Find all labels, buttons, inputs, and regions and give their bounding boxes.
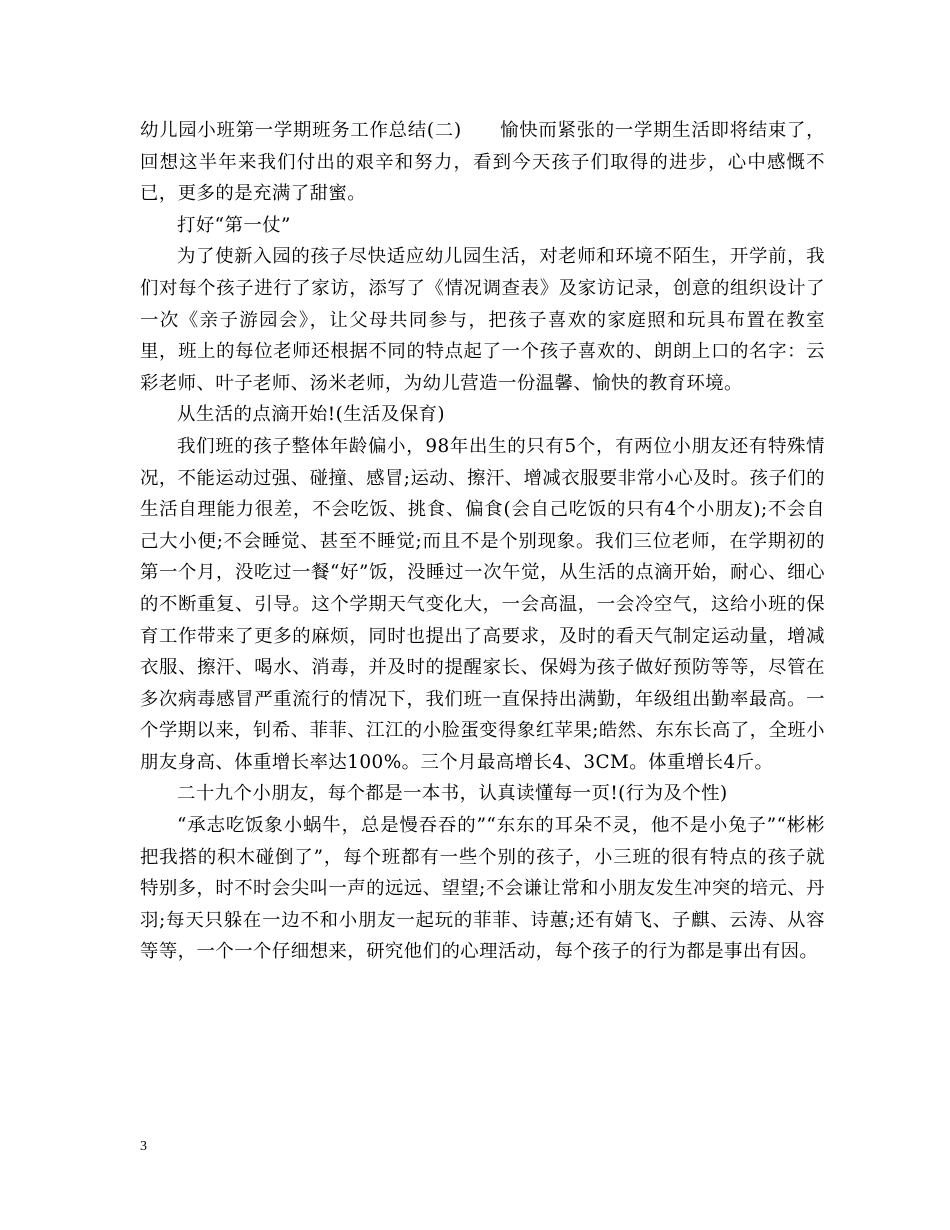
paragraph-preparation: 为了使新入园的孩子尽快适应幼儿园生活，对老师和环境不陌生，开学前，我们对每个孩子进行了家访，添写了《情况调查表》及家访记录，创意的组织设计了一次《亲子游园会》，让父母共同参与，把孩子喜欢的家庭照和玩具布置在教室里，班上的每位老师还根据不同的特点起了一个孩子喜欢的、朗朗上口的名字：云彩老师、叶子老师、汤米老师，为幼儿营造一份温馨、愉快的教育环境。 [140,246,825,394]
section-heading-daily-life: 从生活的点滴开始!(生活及保育) [177,404,446,426]
section-heading-first-battle: 打好“第一仗” [177,214,291,236]
paragraph-behavior: “承志吃饭象小蜗牛，总是慢吞吞的”“东东的耳朵不灵，他不是小兔子”“彬彬把我搭的积木碰倒了”，每个班都有一些个别的孩子，小三班的很有特点的孩子就特别多，时不时会尖叫一声的远远、望望;不会谦让常和小朋友发生冲突的培元、丹羽;每天只躲在一边不和小朋友一起玩的菲菲、诗蕙;还有婧飞、子麒、云涛、从容等等，一个一个仔细想来，研究他们的心理活动，每个孩子的行为都是事出有因。 [140,815,825,963]
section-heading-behavior: 二十九个小朋友，每个都是一本书，认真读懂每一页!(行为及个性) [177,783,728,805]
paragraph-life-care: 我们班的孩子整体年龄偏小，98年出生的只有5个，有两位小朋友还有特殊情况，不能运动过强、碰撞、感冒;运动、擦汗、增减衣服要非常小心及时。孩子们的生活自理能力很差，不会吃饭、挑食、偏食(会自己吃饭的只有4个小朋友);不会自己大小便;不会睡觉、甚至不睡觉;而且不是个别现象。我们三位老师，在学期初的第一个月，没吃过一餐“好”饭，没睡过一次午觉，从生活的点滴开始，耐心、细心的不断重复、引导。这个学期天气变化大，一会高温，一会冷空气，这给小班的保育工作带来了更多的麻烦，同时也提出了高要求，及时的看天气制定运动量，增减衣服、擦汗、喝水、消毒，并及时的提醒家长、保姆为孩子做好预防等等，尽管在多次病毒感冒严重流行的情况下，我们班一直保持出满勤，年级组出勤率最高。一个学期以来，钊希、菲菲、江江的小脸蛋变得象红苹果;皓然、东东长高了，全班小朋友身高、体重增长率达100%。三个月最高增长4、3CM。体重增长4斤。 [140,435,825,773]
document-body [140,115,825,968]
page-number: 3 [140,1139,147,1154]
intro-paragraph: 幼儿园小班第一学期班务工作总结(二) 愉快而紧张的一学期生活即将结束了，回想这半年来我们付出的艰辛和努力，看到今天孩子们取得的进步，心中感慨不已，更多的是充满了甜蜜。 [140,120,825,205]
